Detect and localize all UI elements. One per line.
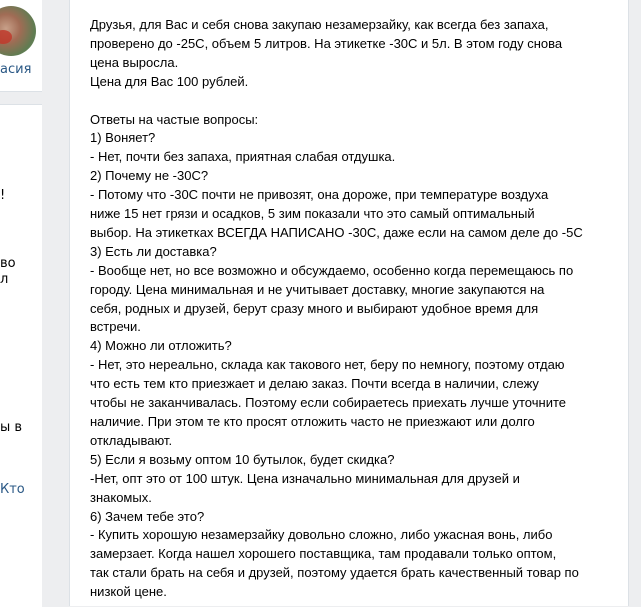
post-text-line: замерзает. Когда нашел хорошего поставщика, там продавали только оптом, (90, 546, 557, 562)
profile-card[interactable] (0, 0, 42, 92)
post-text-line: цена выросла. (90, 54, 179, 70)
post-text-line: 5) Если я возьму оптом 10 бутылок, будет скидка? (90, 451, 395, 467)
post-text-line: так стали брать на себя и друзей, поэтому удается брать качественный товар по (90, 565, 579, 581)
post-text-line: городу. Цена минимальная и не учитывает доставку, многие закупаются на (90, 281, 545, 297)
post-text-line: ниже 15 нет грязи и осадков, 5 зим показали что это самый оптимальный (90, 206, 535, 222)
profile-name[interactable]: асия (0, 62, 32, 77)
post-text-line: встречи. (90, 319, 141, 335)
post-text-line: 2) Почему не -30С? (90, 168, 209, 184)
post-text-line: - Потому что -30С почти не привозят, она дороже, при температуре воздуха (90, 187, 549, 203)
post-text-line (90, 92, 620, 111)
post-text-line: - Купить хорошую незамерзайку довольно сложно, либо ужасная вонь, либо (90, 527, 553, 543)
post-text-line: - Нет, почти без запаха, приятная слабая отдушка. (90, 149, 396, 165)
post-text-line: - Вообще нет, но все возможно и обсуждаемо, особенно когда перемещаюсь по (90, 262, 574, 278)
post-text (90, 16, 620, 602)
post-text-line: 1) Воняет? (90, 130, 156, 146)
post-text-line: проверено до -25С, объем 5 литров. На этикетке -30С и 5л. В этом году снова (90, 35, 563, 51)
side-text-fragment: во (0, 256, 16, 271)
side-link[interactable]: Кто (0, 482, 25, 497)
post-text-line: -Нет, опт это от 100 штук. Цена изначально минимальная для друзей и (90, 470, 520, 486)
post-text-line: Цена для Вас 100 рублей. (90, 73, 249, 89)
side-text-fragment: ы в (0, 420, 23, 435)
post-text-line: 4) Можно ли отложить? (90, 338, 232, 354)
post-text-line: 3) Есть ли доставка? (90, 243, 217, 259)
post-text-line: откладывают. (90, 432, 173, 448)
post-text-line: что есть тем кто приезжает и делаю заказ. Почти всегда в наличии, слежу (90, 376, 539, 392)
side-text-fragment: л (0, 272, 9, 287)
post-text-line: знакомых. (90, 489, 152, 505)
side-text-fragment: ! (0, 188, 6, 203)
left-column (0, 0, 42, 606)
side-card (0, 104, 42, 607)
avatar[interactable] (0, 6, 36, 56)
post-text-line: низкой цене. (90, 584, 167, 600)
post-text-line: - Нет, это нереально, склада как такового нет, беру по немногу, поэтому отдаю (90, 357, 565, 373)
post-text-line: чтобы не заканчивалась. Поэтому если собираетесь приехать лучше уточните (90, 395, 566, 411)
post-text-line: 6) Зачем тебе это? (90, 508, 205, 524)
post-text-line: Ответы на частые вопросы: (90, 111, 259, 127)
post-text-line: Друзья, для Вас и себя снова закупаю незамерзайку, как всегда без запаха, (90, 17, 549, 32)
post-card (69, 0, 629, 606)
post-text-line: наличие. При этом те кто просят отложить часто не приезжают или долго (90, 414, 535, 430)
post-text-line: себя, родных и друзей, берут сразу много и выбирают удобное время для (90, 300, 539, 316)
post-text-line: выбор. На этикетках ВСЕГДА НАПИСАНО -30С, даже если на самом деле до -5С (90, 224, 583, 240)
